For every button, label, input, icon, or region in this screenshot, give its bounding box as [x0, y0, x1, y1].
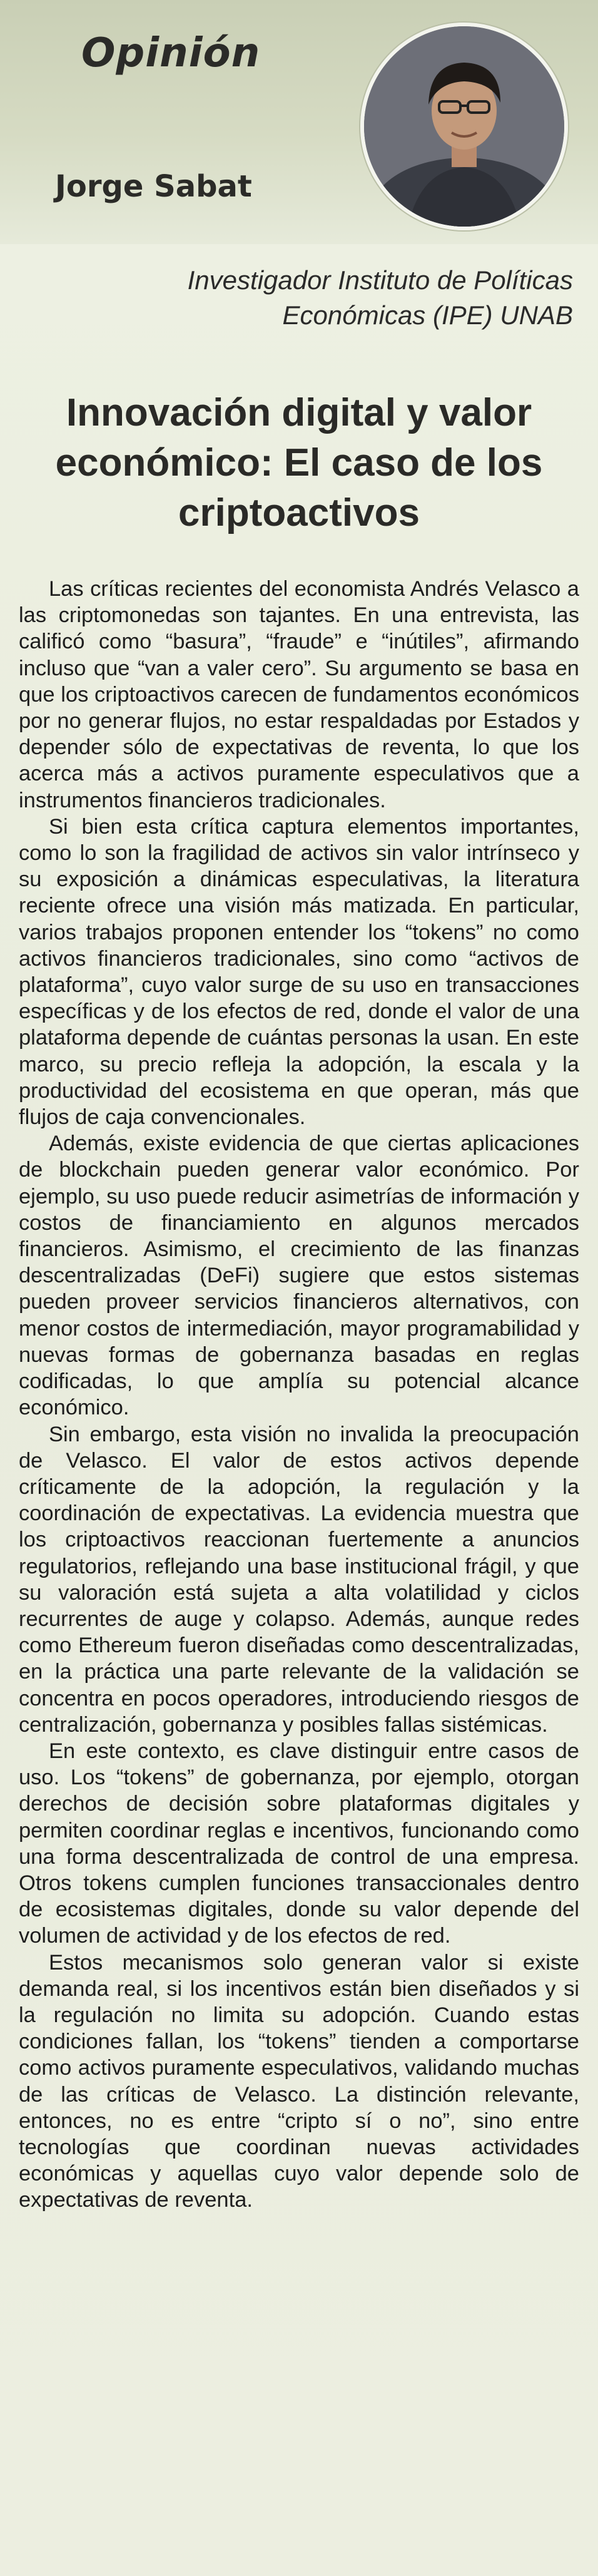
body-paragraph: Sin embargo, esta visión no invalida la preocupación de Velasco. El valor de estos activos depende críticamente de la adopción, la regulación y la coordinación de expectativas. La evidencia muestra que los criptoactivos reaccionan fuertemente a anuncios regulatorios, reflejando una base institucional frágil, y que su valoración está sujeta a alta volatilidad y ciclos recurrentes de auge y colapso. Además, aunque redes como Ethereum fueron diseñadas como descentralizadas, en la práctica una parte relevante de la validación se concentra en pocos operadores, introduciendo riesgos de centralización, gobernanza y posibles fallas sistémicas.: [19, 1422, 579, 1737]
headline-line: Innovación digital y valor: [66, 391, 532, 434]
headline-line: económico: El caso de los: [55, 441, 543, 484]
affiliation-line: Investigador Instituto de Políticas: [187, 265, 573, 295]
section-label: Opinión: [81, 30, 261, 76]
author-name: Jorge Sabat: [55, 169, 252, 204]
headline-line: criptoactivos: [178, 491, 420, 534]
article-headline: [38, 388, 560, 538]
author-affiliation: [98, 263, 573, 333]
body-paragraph: Las críticas recientes del economista Andrés Velasco a las criptomonedas son tajantes. En una entrevista, las calificó como “basura”, “fraude” e “inútiles”, afirmando incluso que “van a valer cero”. Su argumento se basa en que los criptoactivos carecen de fundamentos económicos por no generar flujos, no estar respaldadas por Estados y depender sólo de expectativas de reventa, lo que los acerca más a activos puramente especulativos que a instrumentos financieros tradicionales.: [19, 577, 579, 812]
affiliation-line: Económicas (IPE) UNAB: [282, 300, 573, 330]
body-paragraph: Además, existe evidencia de que ciertas aplicaciones de blockchain pueden generar valor económico. Por ejemplo, su uso puede reducir asimetrías de información y costos de financiamiento en algunos mercados financieros. Asimismo, el crecimiento de las finanzas descentralizadas (DeFi) sugiere que estos sistemas pueden proveer servicios financieros alternativos, con menor costos de intermediación, mayor programabilidad y nuevas formas de gobernanza basadas en reglas codificadas, lo que amplía su potencial alcance económico.: [19, 1132, 579, 1420]
article-body: [19, 576, 579, 2214]
body-paragraph: Estos mecanismos solo generan valor si existe demanda real, si los incentivos están bien diseñados y si la regulación no limita su adopción. Cuando estas condiciones fallan, los “tokens” tienden a comportarse como activos puramente especulativos, validando muchas de las críticas de Velasco. La distinción relevante, entonces, no es entre “cripto sí o no”, sino entre tecnologías que coordinan nuevas actividades económicas y aquellas cuyo valor depende solo de expectativas de reventa.: [19, 1950, 579, 2212]
body-paragraph: Si bien esta crítica captura elementos importantes, como lo son la fragilidad de activos sin valor intrínseco y su exposición a dinámicas especulativas, la literatura reciente ofrece una visión más matizada. En particular, varios trabajos proponen entender los “tokens” no como activos financieros tradicionales, sino como “activos de plataforma”, cuyo valor surge de su uso en transacciones específicas y de los efectos de red, donde el valor de una plataforma depende de cuántas personas la usan. En este marco, su precio refleja la adopción, la escala y la productividad del ecosistema en que operan, más que flujos de caja convencionales.: [19, 814, 579, 1130]
body-paragraph: En este contexto, es clave distinguir entre casos de uso. Los “tokens” de gobernanza, por ejemplo, otorgan derechos de decisión sobre plataformas digitales y permiten coordinar reglas e incentivos, funcionando como una forma descentralizada de control de una empresa. Otros tokens cumplen funciones transaccionales dentro de ecosistemas digitales, donde su valor depende del volumen de actividad y de los efectos de red.: [19, 1739, 579, 1948]
author-portrait-icon: [364, 26, 564, 227]
author-photo: [360, 23, 568, 230]
